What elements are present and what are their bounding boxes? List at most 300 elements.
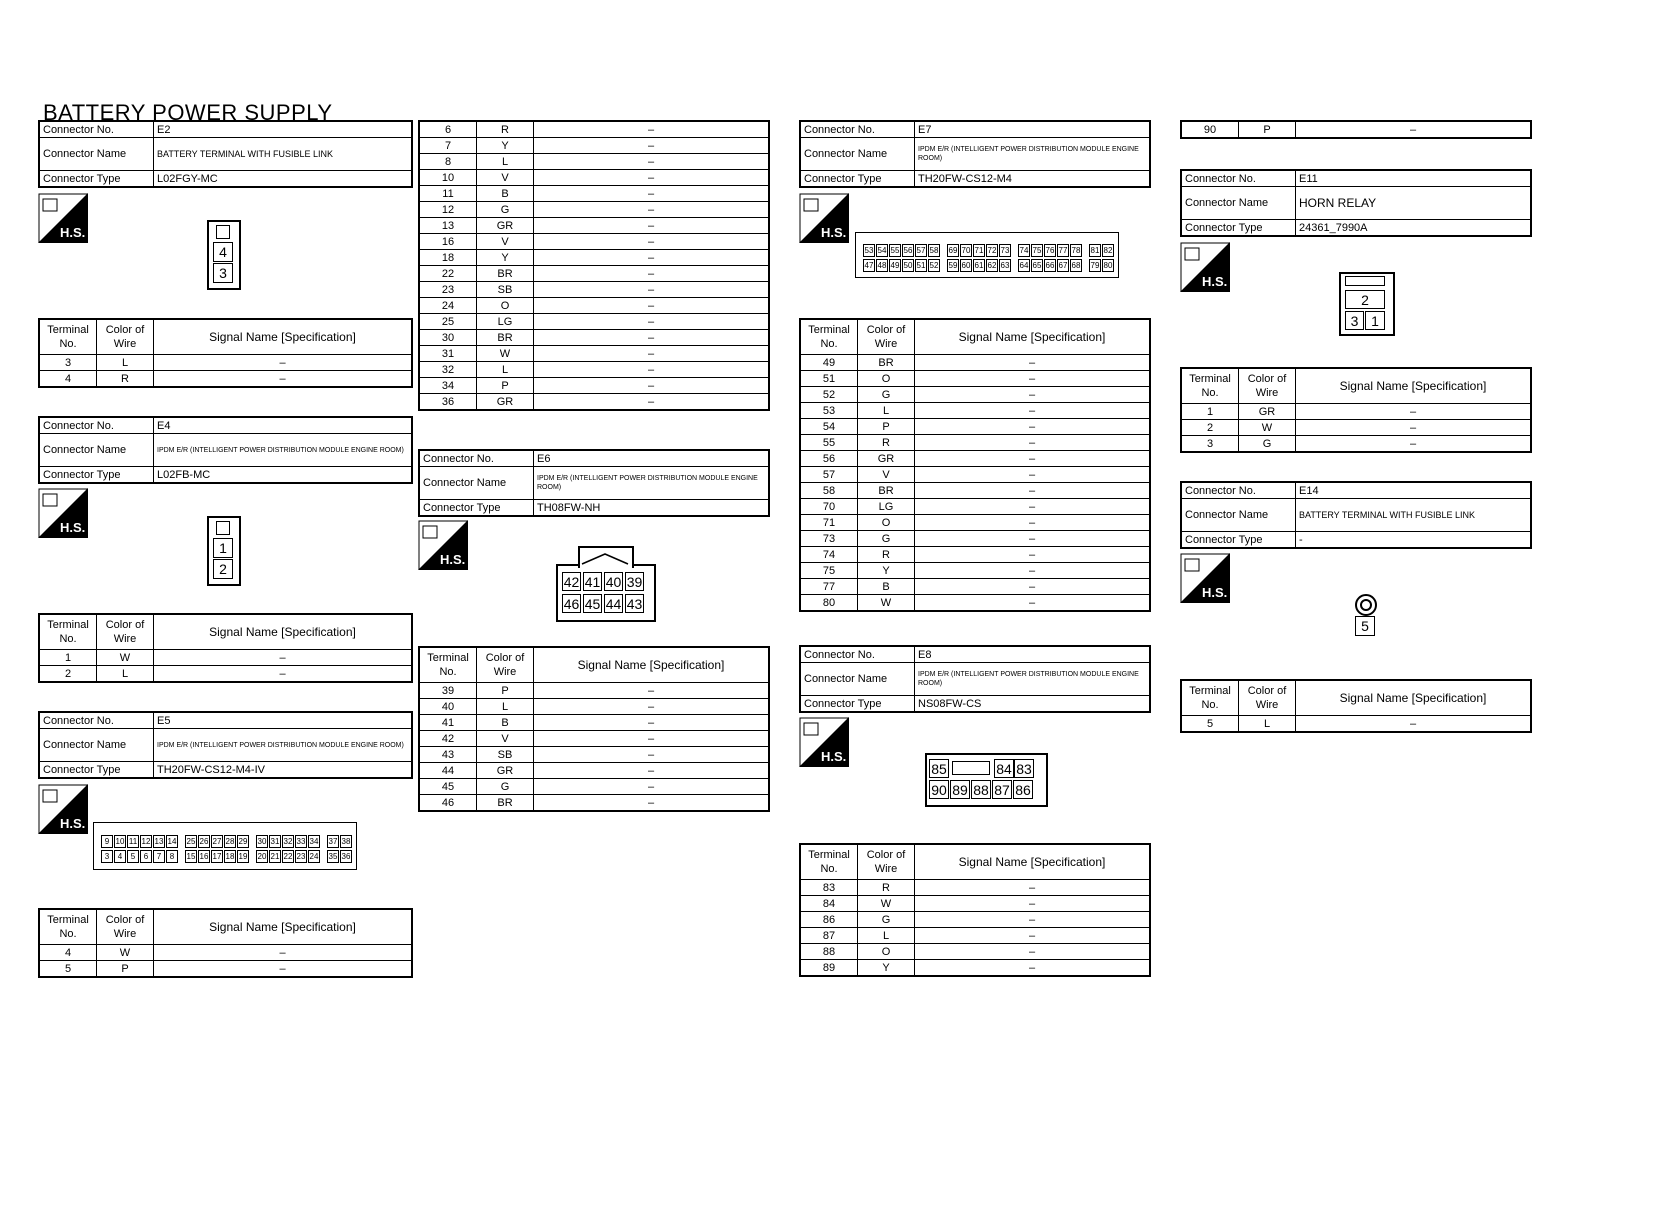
pin: 19 xyxy=(238,852,248,861)
wire-color: LG xyxy=(477,314,534,330)
wire-color: GR xyxy=(477,394,534,411)
wire-color: G xyxy=(858,912,915,928)
wire-color: GR xyxy=(1239,404,1296,420)
col-color: Color of Wire xyxy=(1239,368,1296,404)
signal-name: – xyxy=(915,547,1151,563)
pin: 87 xyxy=(992,780,1012,799)
table-row xyxy=(1181,121,1531,138)
pin: 71 xyxy=(974,246,984,255)
pin: 74 xyxy=(1019,246,1029,255)
terminal-no: 10 xyxy=(419,170,477,186)
label-connector-no: Connector No. xyxy=(39,712,154,729)
terminal-no: 55 xyxy=(800,435,858,451)
col-terminal: Terminal No. xyxy=(800,844,858,880)
pin: 42 xyxy=(563,574,580,590)
connector-e11-diagram xyxy=(1339,272,1397,338)
pin: 72 xyxy=(987,246,997,255)
label-connector-no: Connector No. xyxy=(800,646,915,663)
connector-no-value: E4 xyxy=(154,417,413,434)
table-row xyxy=(1181,716,1531,733)
label-connector-name: Connector Name xyxy=(1181,187,1296,220)
table-row xyxy=(800,531,1150,547)
pin: 3 xyxy=(101,850,113,863)
signal-name: – xyxy=(915,387,1151,403)
connector-no-value: E6 xyxy=(534,450,770,467)
pin: 51 xyxy=(916,261,926,270)
connector-e2-diagram xyxy=(207,220,241,290)
connector-name-value: BATTERY TERMINAL WITH FUSIBLE LINK xyxy=(154,138,413,171)
signal-name: – xyxy=(534,779,770,795)
wire-color: L xyxy=(477,699,534,715)
wire-color: W xyxy=(1239,420,1296,436)
table-row xyxy=(1181,404,1531,420)
pin: 79 xyxy=(1090,261,1100,270)
connector-no-value: E8 xyxy=(915,646,1151,663)
harness-side-icon xyxy=(799,193,849,243)
signal-name: – xyxy=(915,563,1151,579)
wire-color: R xyxy=(858,435,915,451)
connector-e2-header xyxy=(38,120,413,188)
signal-name: – xyxy=(534,731,770,747)
pin: 83 xyxy=(1014,759,1034,778)
signal-name: – xyxy=(534,394,770,411)
wire-color: SB xyxy=(477,282,534,298)
svg-text:H.S.: H.S. xyxy=(60,520,86,535)
signal-name: – xyxy=(534,747,770,763)
wire-color: P xyxy=(477,378,534,394)
terminal-no: 77 xyxy=(800,579,858,595)
table-row xyxy=(419,154,769,170)
signal-name: – xyxy=(534,121,770,138)
pin: 11 xyxy=(128,837,138,846)
terminal-no: 56 xyxy=(800,451,858,467)
terminal-no: 90 xyxy=(1181,121,1239,138)
table-row xyxy=(800,579,1150,595)
pin: 28 xyxy=(225,837,235,846)
pin: 68 xyxy=(1071,261,1081,270)
svg-text:H.S.: H.S. xyxy=(440,552,466,567)
wire-color: G xyxy=(858,531,915,547)
table-row xyxy=(419,378,769,394)
page-title: BATTERY POWER SUPPLY xyxy=(43,100,333,125)
pin: 56 xyxy=(903,246,913,255)
terminal-no: 40 xyxy=(419,699,477,715)
table-row xyxy=(419,282,769,298)
harness-side-icon xyxy=(1180,553,1230,603)
table-row xyxy=(419,298,769,314)
terminal-no: 49 xyxy=(800,355,858,371)
signal-name: – xyxy=(915,435,1151,451)
connector-name-value: IPDM E/R (INTELLIGENT POWER DISTRIBUTION MODULE ENGINE ROOM) xyxy=(154,729,413,762)
table-row xyxy=(800,403,1150,419)
pin: 4 xyxy=(213,242,233,262)
table-row: 5 P – xyxy=(39,961,412,978)
pin: 41 xyxy=(584,574,601,590)
connector-name-value: IPDM E/R (INTELLIGENT POWER DISTRIBUTION MODULE ENGINE ROOM) xyxy=(534,467,770,500)
wire-color: G xyxy=(477,202,534,218)
label-connector-type: Connector Type xyxy=(419,500,534,517)
terminal-table-e4: Terminal No. Color of Wire Signal Name [Specification] 1 W – 2 L – xyxy=(38,613,413,683)
terminal-no: 6 xyxy=(419,121,477,138)
col-signal: Signal Name [Specification] xyxy=(154,319,413,355)
label-connector-name: Connector Name xyxy=(1181,499,1296,532)
col-color: Color of Wire xyxy=(97,319,154,355)
pin: 66 xyxy=(1045,261,1055,270)
label-connector-name: Connector Name xyxy=(39,138,154,171)
connector-name-value: BATTERY TERMINAL WITH FUSIBLE LINK xyxy=(1296,499,1532,532)
col-terminal: Terminal No. xyxy=(800,319,858,355)
harness-side-icon xyxy=(799,717,849,767)
label-connector-type: Connector Type xyxy=(800,171,915,188)
label-connector-type: Connector Type xyxy=(39,467,154,484)
terminal-table-e7 xyxy=(799,318,1151,612)
connector-e14-diagram xyxy=(1352,594,1380,638)
pin: 44 xyxy=(605,596,622,612)
pin: 36 xyxy=(341,852,351,861)
table-row: 1 W – xyxy=(39,650,412,666)
wire-color: BR xyxy=(477,795,534,812)
svg-text:H.S.: H.S. xyxy=(1202,585,1228,600)
connector-e6-header xyxy=(418,449,770,517)
pin: 20 xyxy=(257,852,267,861)
signal-name: – xyxy=(915,355,1151,371)
signal-name: – xyxy=(534,763,770,779)
connector-no-value: E14 xyxy=(1296,482,1532,499)
table-row: 4 R – xyxy=(39,371,412,388)
terminal-no: 57 xyxy=(800,467,858,483)
signal-name: – xyxy=(534,154,770,170)
table-row xyxy=(800,928,1150,944)
pin: 29 xyxy=(238,837,248,846)
signal-name: – xyxy=(534,250,770,266)
signal-name: – xyxy=(915,515,1151,531)
terminal-no: 45 xyxy=(419,779,477,795)
table-row xyxy=(1181,436,1531,453)
table-row xyxy=(419,186,769,202)
pin: 50 xyxy=(903,261,913,270)
pin: 57 xyxy=(916,246,926,255)
wire-color: W xyxy=(858,896,915,912)
pin: 63 xyxy=(1000,261,1010,270)
connector-no-value: E2 xyxy=(154,121,413,138)
pin: 1 xyxy=(1365,311,1385,330)
terminal-no: 8 xyxy=(419,154,477,170)
pin: 82 xyxy=(1103,246,1113,255)
signal-name: – xyxy=(534,138,770,154)
pin: 65 xyxy=(1032,261,1042,270)
pin: 85 xyxy=(929,759,949,778)
connector-e7-diagram xyxy=(855,232,1119,278)
harness-side-icon xyxy=(418,520,468,570)
pin: 70 xyxy=(961,246,971,255)
terminal-no: 3 xyxy=(1181,436,1239,453)
terminal-table-e14 xyxy=(1180,679,1532,733)
pin: 17 xyxy=(212,852,222,861)
table-row xyxy=(419,779,769,795)
label-connector-no: Connector No. xyxy=(419,450,534,467)
col-signal: Signal Name [Specification] xyxy=(915,844,1151,880)
terminal-no: 36 xyxy=(419,394,477,411)
table-row xyxy=(419,394,769,411)
wire-color: R xyxy=(858,547,915,563)
table-row xyxy=(419,330,769,346)
pin: 18 xyxy=(225,852,235,861)
terminal-no: 54 xyxy=(800,419,858,435)
col-signal: Signal Name [Specification] xyxy=(1296,680,1532,716)
label-connector-name: Connector Name xyxy=(39,434,154,467)
wire-color: V xyxy=(477,731,534,747)
table-row xyxy=(419,763,769,779)
table-row xyxy=(419,170,769,186)
pin: 7 xyxy=(153,850,165,863)
pin: 5 xyxy=(127,850,139,863)
signal-name: – xyxy=(915,896,1151,912)
wire-color: V xyxy=(858,467,915,483)
pin: 2 xyxy=(213,559,233,579)
table-row xyxy=(419,731,769,747)
signal-name: – xyxy=(534,218,770,234)
col-signal: Signal Name [Specification] xyxy=(534,647,770,683)
table-row xyxy=(419,138,769,154)
pin: 43 xyxy=(626,596,643,612)
terminal-no: 44 xyxy=(419,763,477,779)
pin: 6 xyxy=(140,850,152,863)
table-row: 2 L – xyxy=(39,666,412,683)
terminal-no: 11 xyxy=(419,186,477,202)
pin: 16 xyxy=(199,852,209,861)
label-connector-no: Connector No. xyxy=(39,121,154,138)
signal-name: – xyxy=(534,795,770,812)
terminal-no: 5 xyxy=(1181,716,1239,733)
connector-name-value: HORN RELAY xyxy=(1296,187,1532,220)
signal-name: – xyxy=(915,371,1151,387)
wire-color: B xyxy=(858,579,915,595)
label-connector-type: Connector Type xyxy=(1181,532,1296,549)
table-row xyxy=(800,451,1150,467)
pin: 32 xyxy=(283,837,293,846)
label-connector-type: Connector Type xyxy=(800,696,915,713)
table-row xyxy=(800,419,1150,435)
terminal-table-e6 xyxy=(418,646,770,812)
table-row xyxy=(419,314,769,330)
terminal-no: 7 xyxy=(419,138,477,154)
wire-color: L xyxy=(1239,716,1296,733)
table-row xyxy=(419,362,769,378)
signal-name: – xyxy=(1296,121,1532,138)
wire-color: W xyxy=(477,346,534,362)
wire-color: G xyxy=(1239,436,1296,453)
signal-name: – xyxy=(534,378,770,394)
signal-name: – xyxy=(534,170,770,186)
terminal-table-e5-continued xyxy=(418,120,770,411)
table-row xyxy=(800,435,1150,451)
pin: 14 xyxy=(167,837,177,846)
terminal-no: 23 xyxy=(419,282,477,298)
col-color: Color of Wire xyxy=(477,647,534,683)
table-row xyxy=(800,912,1150,928)
terminal-no: 89 xyxy=(800,960,858,977)
connector-name-value: IPDM E/R (INTELLIGENT POWER DISTRIBUTION MODULE ENGINE ROOM) xyxy=(915,138,1151,171)
col-signal: Signal Name [Specification] xyxy=(915,319,1151,355)
pin: 1 xyxy=(213,538,233,558)
wire-color: R xyxy=(858,880,915,896)
connector-no-value: E7 xyxy=(915,121,1151,138)
table-row xyxy=(800,499,1150,515)
signal-name: – xyxy=(534,234,770,250)
pin: 73 xyxy=(1000,246,1010,255)
wire-color: P xyxy=(1239,121,1296,138)
label-connector-no: Connector No. xyxy=(1181,170,1296,187)
wire-color: L xyxy=(477,154,534,170)
table-row xyxy=(419,250,769,266)
terminal-table-e11 xyxy=(1180,367,1532,453)
terminal-table-e8 xyxy=(799,843,1151,977)
pin: 90 xyxy=(929,780,949,799)
col-terminal: Terminal No. xyxy=(1181,368,1239,404)
table-row xyxy=(419,218,769,234)
signal-name: – xyxy=(534,715,770,731)
table-row xyxy=(1181,420,1531,436)
label-connector-type: Connector Type xyxy=(1181,220,1296,237)
table-row xyxy=(800,547,1150,563)
wire-color: O xyxy=(858,515,915,531)
pin: 3 xyxy=(213,263,233,283)
terminal-no: 53 xyxy=(800,403,858,419)
table-row xyxy=(800,355,1150,371)
terminal-no: 31 xyxy=(419,346,477,362)
wire-color: V xyxy=(477,170,534,186)
terminal-no: 87 xyxy=(800,928,858,944)
col-terminal: Terminal No. xyxy=(1181,680,1239,716)
terminal-no: 25 xyxy=(419,314,477,330)
pin: 54 xyxy=(877,246,887,255)
wire-color: LG xyxy=(858,499,915,515)
pin: 53 xyxy=(864,246,874,255)
pin: 60 xyxy=(961,261,971,270)
wire-color: Y xyxy=(858,563,915,579)
signal-name: – xyxy=(534,202,770,218)
wire-color: P xyxy=(858,419,915,435)
wire-color: GR xyxy=(477,763,534,779)
pin: 78 xyxy=(1071,246,1081,255)
table-row xyxy=(800,515,1150,531)
pin: 69 xyxy=(948,246,958,255)
terminal-no: 74 xyxy=(800,547,858,563)
signal-name: – xyxy=(915,467,1151,483)
table-row xyxy=(800,483,1150,499)
table-row xyxy=(800,960,1150,977)
signal-name: – xyxy=(534,699,770,715)
pin: 59 xyxy=(948,261,958,270)
pin: 89 xyxy=(950,780,970,799)
connector-e5-header xyxy=(38,711,413,779)
terminal-no: 46 xyxy=(419,795,477,812)
signal-name: – xyxy=(534,683,770,699)
pin: 5 xyxy=(1355,616,1375,636)
signal-name: – xyxy=(1296,436,1532,453)
table-row: 4 W – xyxy=(39,945,412,961)
pin: 4 xyxy=(114,850,126,863)
pin: 75 xyxy=(1032,246,1042,255)
terminal-no: 34 xyxy=(419,378,477,394)
terminal-no: 83 xyxy=(800,880,858,896)
pin: 33 xyxy=(296,837,306,846)
signal-name: – xyxy=(915,499,1151,515)
svg-text:H.S.: H.S. xyxy=(60,816,86,831)
wire-color: L xyxy=(858,928,915,944)
terminal-no: 73 xyxy=(800,531,858,547)
pin: 10 xyxy=(115,837,125,846)
label-connector-name: Connector Name xyxy=(800,663,915,696)
signal-name: – xyxy=(1296,716,1532,733)
connector-type-value: NS08FW-CS xyxy=(915,696,1151,713)
table-row: 3 L – xyxy=(39,355,412,371)
terminal-no: 88 xyxy=(800,944,858,960)
wire-color: B xyxy=(477,715,534,731)
terminal-no: 18 xyxy=(419,250,477,266)
signal-name: – xyxy=(534,282,770,298)
wire-color: Y xyxy=(477,138,534,154)
wire-color: O xyxy=(477,298,534,314)
terminal-no: 58 xyxy=(800,483,858,499)
signal-name: – xyxy=(915,928,1151,944)
col-terminal: Terminal No. xyxy=(419,647,477,683)
wire-color: O xyxy=(858,371,915,387)
signal-name: – xyxy=(915,960,1151,977)
pin: 2 xyxy=(1345,290,1385,309)
wire-color: BR xyxy=(858,483,915,499)
table-row xyxy=(419,121,769,138)
pin: 22 xyxy=(283,852,293,861)
table-row xyxy=(419,715,769,731)
pin: 55 xyxy=(890,246,900,255)
table-row xyxy=(419,346,769,362)
terminal-no: 84 xyxy=(800,896,858,912)
signal-name: – xyxy=(915,944,1151,960)
connector-e5-diagram xyxy=(93,822,357,870)
harness-side-icon xyxy=(38,488,88,538)
pin: 13 xyxy=(154,837,164,846)
connector-e4-diagram xyxy=(207,516,241,586)
signal-name: – xyxy=(534,346,770,362)
pin: 30 xyxy=(257,837,267,846)
pin: 77 xyxy=(1058,246,1068,255)
pin: 21 xyxy=(270,852,280,861)
connector-e8-header xyxy=(799,645,1151,713)
pin: 9 xyxy=(101,835,113,848)
terminal-no: 51 xyxy=(800,371,858,387)
wire-color: BR xyxy=(477,330,534,346)
terminal-no: 12 xyxy=(419,202,477,218)
svg-text:H.S.: H.S. xyxy=(1202,274,1228,289)
table-row xyxy=(800,595,1150,612)
table-row xyxy=(800,387,1150,403)
connector-e7-header xyxy=(799,120,1151,188)
signal-name: – xyxy=(915,880,1151,896)
signal-name: – xyxy=(915,595,1151,612)
pin: 86 xyxy=(1013,780,1033,799)
terminal-no: 13 xyxy=(419,218,477,234)
wire-color: V xyxy=(477,234,534,250)
col-color: Color of Wire xyxy=(1239,680,1296,716)
pin: 25 xyxy=(186,837,196,846)
label-connector-no: Connector No. xyxy=(39,417,154,434)
label-connector-name: Connector Name xyxy=(419,467,534,500)
terminal-no: 43 xyxy=(419,747,477,763)
table-row xyxy=(800,371,1150,387)
terminal-no: 71 xyxy=(800,515,858,531)
harness-side-icon xyxy=(1180,242,1230,292)
